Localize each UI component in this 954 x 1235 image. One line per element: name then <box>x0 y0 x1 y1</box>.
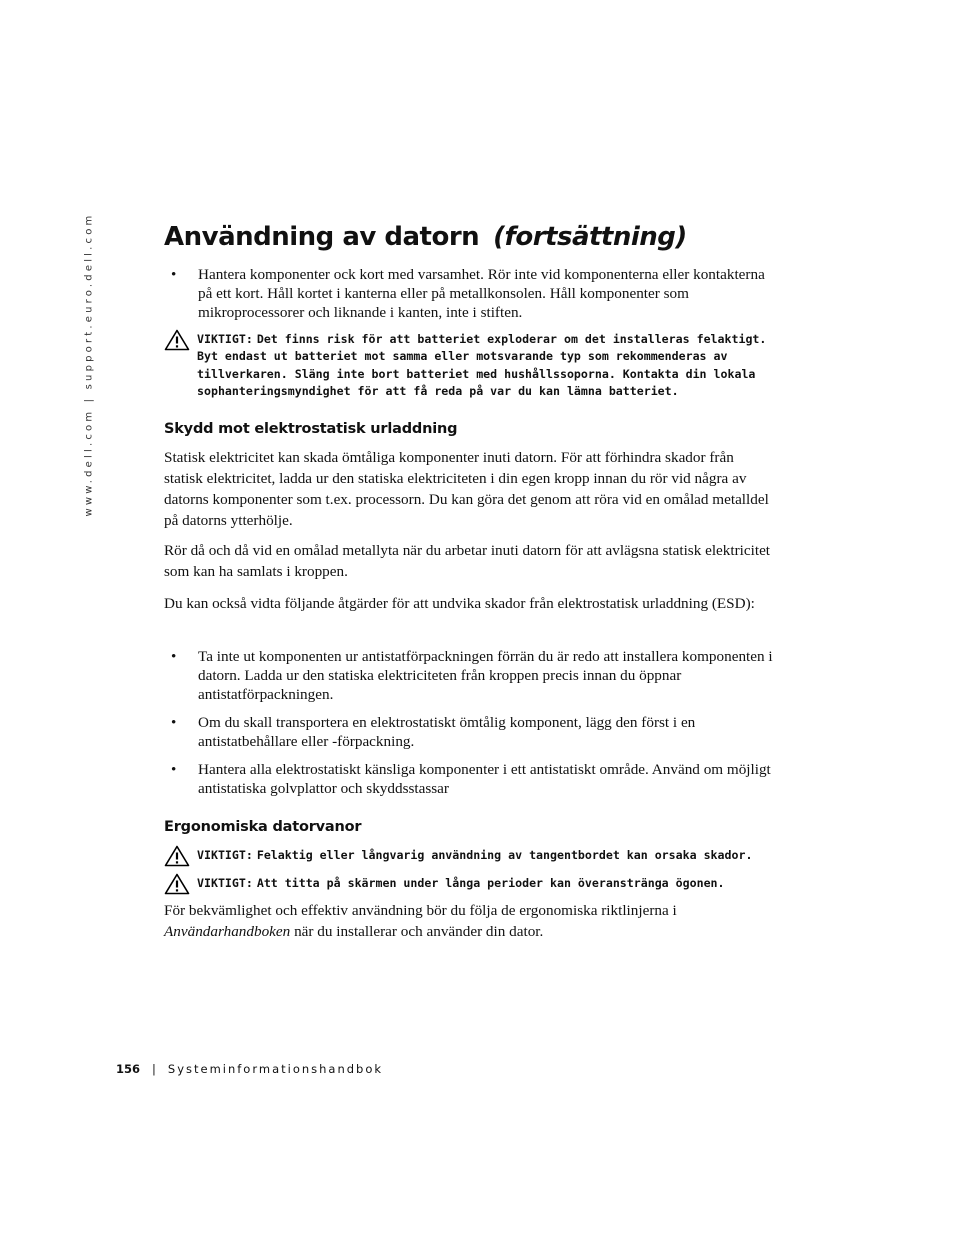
paragraph: Statisk elektricitet kan skada ömtåliga komponenter inuti datorn. För att förhindra skador från statisk elektricitet, ladda ur den statiska elektriciteten i din egen kropp innan du rör vid några av datorns komponenter som t.ex. processorn. Du kan göra det genom att röra vid en omålad metalldel på datorns ytterhölje. <box>164 449 769 529</box>
warning-label: VIKTIGT: <box>197 332 253 346</box>
warning-keyboard <box>164 847 776 867</box>
paragraph-text: För bekvämlighet och effektiv användning bör du följa de ergonomiska riktlinjerna i <box>164 902 677 919</box>
paragraph: Rör då och då vid en omålad metallyta när du arbetar inuti datorn för att avlägsna statisk elektricitet som kan ha samlats i kroppen. <box>164 542 771 580</box>
warning-triangle-icon <box>164 845 190 867</box>
warning-text: Felaktig eller långvarig användning av tangentbordet kan orsaka skador. <box>256 848 753 862</box>
paragraph-text: när du installerar och använder din dator. <box>290 923 544 940</box>
list-item: • Ta inte ut komponenten ur antistatförpackningen förrän du är redo att installera komponenten i datorn. Ladda ur den statiska elektriciteten från kroppen precis innan du öppnar antistatförpackningen. <box>164 647 774 704</box>
sidebar-url <box>80 212 98 516</box>
section-heading-ergonomics: Ergonomiska datorvanor <box>164 819 362 835</box>
warning-label: VIKTIGT: <box>197 848 253 862</box>
page-title <box>164 222 687 252</box>
list-item: • Hantera komponenter ock kort med varsamhet. Rör inte vid komponenterna eller kontakterna på ett kort. Håll kortet i kanterna eller på metallkonsolen. Håll komponenter som mikroprocessorer och liknande i kanten, inte i stiften. <box>164 265 774 322</box>
book-reference: Användarhandboken <box>164 923 291 940</box>
warning-label: VIKTIGT: <box>197 876 253 890</box>
list-item: • Om du skall transportera en elektrostatiskt ömtålig komponent, lägg den först i en antistatbehållare eller -förpackning. <box>164 713 774 751</box>
sidebar-url-text: www.dell.com | support.euro.dell.com <box>83 212 95 516</box>
warning-screen <box>164 875 776 895</box>
warning-battery <box>164 331 776 400</box>
warning-triangle-icon <box>164 873 190 895</box>
warning-text: Det finns risk för att batteriet exploderar om det installeras felaktigt. Byt endast ut batteriet mot samma eller motsvarande typ som rekommenderas av tillverkaren. Släng inte bort batteriet med hushållssoporna. Kontakta din lokala sophanteringsmyndighet för att få reda på var du kan lämna batteriet. <box>197 332 767 398</box>
page-title-main: Användning av datorn <box>164 222 480 252</box>
page-number: 156 <box>116 1062 141 1076</box>
footer-separator: | <box>152 1062 156 1076</box>
intro-bullet-list <box>164 265 774 322</box>
list-item: • Hantera alla elektrostatiskt känsliga komponenter i ett antistatiskt område. Använd om möjligt antistatiska golvplattor och skyddsstassar <box>164 760 774 798</box>
paragraph-ergonomics <box>164 900 776 942</box>
page-title-continued: (fortsättning) <box>493 222 687 252</box>
warning-text: Att titta på skärmen under långa perioder kan överanstränga ögonen. <box>256 876 725 890</box>
warning-triangle-icon <box>164 329 190 351</box>
paragraph: Du kan också vidta följande åtgärder för att undvika skador från elektrostatisk urladdning (ESD): <box>164 595 755 612</box>
book-title: Systeminformationshandbok <box>167 1062 384 1076</box>
page-footer <box>116 1062 383 1076</box>
section-heading-esd: Skydd mot elektrostatisk urladdning <box>164 421 458 437</box>
esd-bullet-list <box>164 647 774 798</box>
